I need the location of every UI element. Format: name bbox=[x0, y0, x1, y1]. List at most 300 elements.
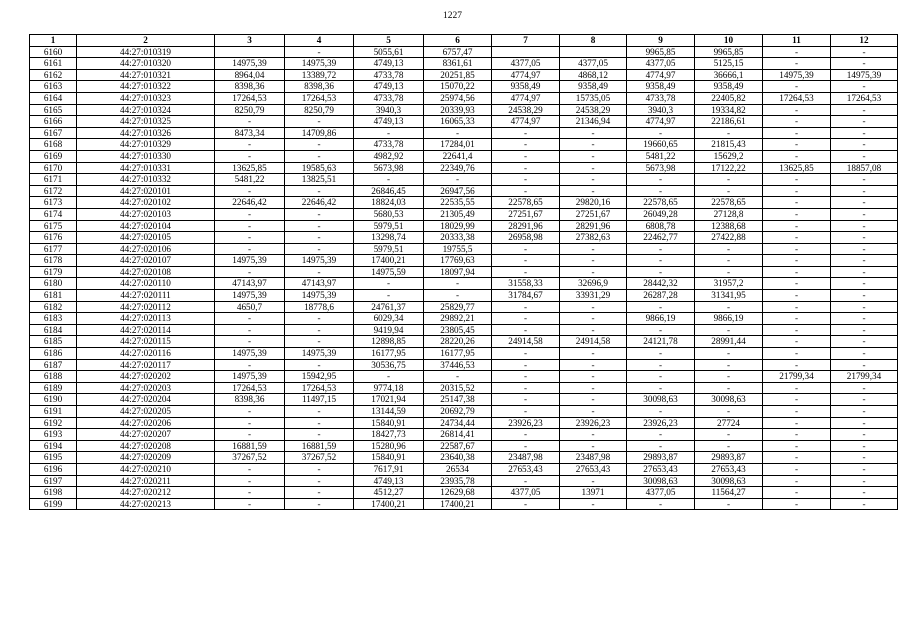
table-cell: 44:27:020117 bbox=[77, 359, 215, 371]
table-cell: - bbox=[215, 359, 285, 371]
table-cell: 44:27:020204 bbox=[77, 394, 215, 406]
table-cell: 16065,33 bbox=[424, 116, 492, 128]
table-cell: 4774,97 bbox=[627, 69, 695, 81]
table-cell: 30098,63 bbox=[627, 394, 695, 406]
table-cell: 6164 bbox=[30, 92, 77, 104]
table-cell: 6161 bbox=[30, 58, 77, 70]
table-cell: 44:27:020113 bbox=[77, 313, 215, 325]
table-cell: 6199 bbox=[30, 498, 77, 510]
table-cell: - bbox=[831, 174, 898, 186]
table-cell: 14975,39 bbox=[285, 290, 354, 302]
table-cell: 4749,13 bbox=[354, 116, 424, 128]
table-cell: 22349,76 bbox=[424, 162, 492, 174]
table-cell: 11564,27 bbox=[695, 487, 763, 499]
table-cell: 6188 bbox=[30, 371, 77, 383]
table-cell: - bbox=[831, 406, 898, 418]
table-cell: - bbox=[763, 336, 831, 348]
table-cell: - bbox=[285, 220, 354, 232]
table-cell: 36666,1 bbox=[695, 69, 763, 81]
table-cell: - bbox=[354, 278, 424, 290]
table-cell: - bbox=[560, 429, 627, 441]
table-cell: - bbox=[763, 278, 831, 290]
table-cell: 5055,61 bbox=[354, 46, 424, 58]
table-cell: - bbox=[831, 324, 898, 336]
table-cell: 4377,05 bbox=[492, 487, 560, 499]
table-cell: - bbox=[763, 243, 831, 255]
table-cell: 9358,49 bbox=[560, 81, 627, 93]
table-row bbox=[30, 139, 898, 151]
table-cell: - bbox=[560, 243, 627, 255]
table-cell: - bbox=[215, 243, 285, 255]
table-row bbox=[30, 463, 898, 475]
table-cell: - bbox=[831, 440, 898, 452]
table-cell: - bbox=[627, 498, 695, 510]
table-cell: 6176 bbox=[30, 232, 77, 244]
table-cell: - bbox=[285, 266, 354, 278]
table-cell: - bbox=[627, 440, 695, 452]
table-cell: 17284,01 bbox=[424, 139, 492, 151]
table-cell: - bbox=[492, 382, 560, 394]
table-cell: 29892,21 bbox=[424, 313, 492, 325]
table-cell: 13971 bbox=[560, 487, 627, 499]
table-cell: 25147,38 bbox=[424, 394, 492, 406]
table-cell: 44:27:020101 bbox=[77, 185, 215, 197]
table-cell: - bbox=[285, 417, 354, 429]
table-cell: - bbox=[492, 498, 560, 510]
table-cell: 6180 bbox=[30, 278, 77, 290]
table-cell: 44:27:010329 bbox=[77, 139, 215, 151]
table-cell: 44:27:010322 bbox=[77, 81, 215, 93]
table-cell: - bbox=[285, 324, 354, 336]
table-cell: 44:27:020111 bbox=[77, 290, 215, 302]
table-cell: 6181 bbox=[30, 290, 77, 302]
table-cell: 23926,23 bbox=[627, 417, 695, 429]
table-cell: - bbox=[831, 313, 898, 325]
table-cell: - bbox=[492, 371, 560, 383]
table-cell: - bbox=[831, 150, 898, 162]
table-row bbox=[30, 58, 898, 70]
table-cell: 14975,39 bbox=[215, 255, 285, 267]
table-cell: 29893,87 bbox=[695, 452, 763, 464]
table-cell: - bbox=[627, 359, 695, 371]
table-cell: 6172 bbox=[30, 185, 77, 197]
table-cell: - bbox=[560, 324, 627, 336]
table-cell: 6808,78 bbox=[627, 220, 695, 232]
table-cell: - bbox=[695, 255, 763, 267]
table-cell: 28291,96 bbox=[560, 220, 627, 232]
table-cell: 22578,65 bbox=[627, 197, 695, 209]
table-cell: - bbox=[492, 185, 560, 197]
table-cell: 6186 bbox=[30, 348, 77, 360]
table-cell: - bbox=[560, 394, 627, 406]
table-cell: - bbox=[763, 197, 831, 209]
table-cell: - bbox=[831, 81, 898, 93]
column-header: 12 bbox=[831, 35, 898, 47]
table-cell: 27422,88 bbox=[695, 232, 763, 244]
table-row bbox=[30, 371, 898, 383]
table-cell: 44:27:020203 bbox=[77, 382, 215, 394]
table-cell: - bbox=[831, 475, 898, 487]
table-cell: 6177 bbox=[30, 243, 77, 255]
table-cell: 20315,52 bbox=[424, 382, 492, 394]
table-cell: 15840,91 bbox=[354, 417, 424, 429]
table-cell: 6196 bbox=[30, 463, 77, 475]
table-cell: 17769,63 bbox=[424, 255, 492, 267]
table-cell: 47143,97 bbox=[285, 278, 354, 290]
table-cell bbox=[215, 46, 285, 58]
table-row bbox=[30, 266, 898, 278]
table-cell: 23935,78 bbox=[424, 475, 492, 487]
table-cell: 28220,26 bbox=[424, 336, 492, 348]
table-cell: 6189 bbox=[30, 382, 77, 394]
table-cell: 44:27:020202 bbox=[77, 371, 215, 383]
table-row bbox=[30, 348, 898, 360]
table-row bbox=[30, 429, 898, 441]
table-cell: - bbox=[627, 185, 695, 197]
table-cell: 25974,56 bbox=[424, 92, 492, 104]
table-cell: 16881,59 bbox=[215, 440, 285, 452]
table-cell: 44:27:020116 bbox=[77, 348, 215, 360]
table-cell: 44:27:020115 bbox=[77, 336, 215, 348]
table-cell: - bbox=[763, 266, 831, 278]
table-cell: 14975,59 bbox=[354, 266, 424, 278]
table-cell: - bbox=[695, 371, 763, 383]
table-cell: 4774,97 bbox=[492, 92, 560, 104]
table-cell: 12629,68 bbox=[424, 487, 492, 499]
table-cell: - bbox=[215, 417, 285, 429]
table-cell: 6165 bbox=[30, 104, 77, 116]
table-cell: 44:27:010320 bbox=[77, 58, 215, 70]
table-cell: 4733,78 bbox=[354, 92, 424, 104]
table-cell: 28442,32 bbox=[627, 278, 695, 290]
table-cell: - bbox=[831, 139, 898, 151]
table-cell: 14975,39 bbox=[215, 290, 285, 302]
table-cell: - bbox=[215, 475, 285, 487]
table-row bbox=[30, 417, 898, 429]
table-cell: 44:27:010331 bbox=[77, 162, 215, 174]
table-row bbox=[30, 185, 898, 197]
table-cell: 4650,7 bbox=[215, 301, 285, 313]
table-row bbox=[30, 197, 898, 209]
table-cell: 13389,72 bbox=[285, 69, 354, 81]
table-cell: - bbox=[285, 498, 354, 510]
table-cell: 30098,63 bbox=[627, 475, 695, 487]
table-cell: 28991,44 bbox=[695, 336, 763, 348]
table-row bbox=[30, 255, 898, 267]
table-cell: 8398,36 bbox=[215, 394, 285, 406]
table-cell: 44:27:020206 bbox=[77, 417, 215, 429]
table-cell: 22186,61 bbox=[695, 116, 763, 128]
table-cell: 6198 bbox=[30, 487, 77, 499]
table-cell: - bbox=[492, 150, 560, 162]
table-cell: 15280,96 bbox=[354, 440, 424, 452]
table-cell: - bbox=[285, 150, 354, 162]
table-cell: - bbox=[215, 208, 285, 220]
table-cell: - bbox=[215, 498, 285, 510]
table-cell: 7617,91 bbox=[354, 463, 424, 475]
table-cell: 6166 bbox=[30, 116, 77, 128]
table-cell: 13825,51 bbox=[285, 174, 354, 186]
table-cell: 20339,93 bbox=[424, 104, 492, 116]
table-cell: - bbox=[763, 394, 831, 406]
table-cell: 44:27:020114 bbox=[77, 324, 215, 336]
table-cell: - bbox=[627, 371, 695, 383]
table-cell: 44:27:020107 bbox=[77, 255, 215, 267]
table-cell: 22535,55 bbox=[424, 197, 492, 209]
table-cell: 44:27:020209 bbox=[77, 452, 215, 464]
table-cell: 44:27:010330 bbox=[77, 150, 215, 162]
table-cell: 17122,22 bbox=[695, 162, 763, 174]
table-cell: 6197 bbox=[30, 475, 77, 487]
table-cell: 29893,87 bbox=[627, 452, 695, 464]
table-cell: - bbox=[492, 324, 560, 336]
table-cell: 4733,78 bbox=[354, 139, 424, 151]
table-cell: 8361,61 bbox=[424, 58, 492, 70]
table-cell: 6170 bbox=[30, 162, 77, 174]
table-row bbox=[30, 359, 898, 371]
table-cell: 17400,21 bbox=[354, 498, 424, 510]
table-cell: - bbox=[424, 127, 492, 139]
table-cell: - bbox=[763, 104, 831, 116]
table-cell: 26958,98 bbox=[492, 232, 560, 244]
table-cell: 44:27:020212 bbox=[77, 487, 215, 499]
table-cell: 8473,34 bbox=[215, 127, 285, 139]
table-cell: 23805,45 bbox=[424, 324, 492, 336]
table-cell: - bbox=[560, 266, 627, 278]
table-cell: 28291,96 bbox=[492, 220, 560, 232]
table-cell: 44:27:020106 bbox=[77, 243, 215, 255]
table-cell: 22405,82 bbox=[695, 92, 763, 104]
table-cell: - bbox=[763, 348, 831, 360]
table-cell: - bbox=[695, 243, 763, 255]
table-cell: - bbox=[215, 139, 285, 151]
table-row bbox=[30, 208, 898, 220]
table-cell: 31341,95 bbox=[695, 290, 763, 302]
table-cell: - bbox=[215, 150, 285, 162]
table-cell: 6163 bbox=[30, 81, 77, 93]
table-cell: - bbox=[627, 266, 695, 278]
table-cell: - bbox=[695, 301, 763, 313]
table-cell: - bbox=[492, 406, 560, 418]
table-cell: - bbox=[695, 440, 763, 452]
table-cell: 19585,63 bbox=[285, 162, 354, 174]
table-cell: - bbox=[763, 313, 831, 325]
table-cell: - bbox=[763, 359, 831, 371]
table-cell: 11497,15 bbox=[285, 394, 354, 406]
table-cell: 8250,79 bbox=[285, 104, 354, 116]
table-cell: - bbox=[763, 220, 831, 232]
table-cell: - bbox=[285, 475, 354, 487]
table-cell: 44:27:010323 bbox=[77, 92, 215, 104]
table-cell: - bbox=[763, 475, 831, 487]
table-cell: - bbox=[560, 139, 627, 151]
table-cell: - bbox=[215, 487, 285, 499]
table-cell: 8398,36 bbox=[285, 81, 354, 93]
table-cell: - bbox=[560, 371, 627, 383]
table-cell: - bbox=[285, 208, 354, 220]
table-cell: - bbox=[831, 232, 898, 244]
table-cell: - bbox=[424, 371, 492, 383]
table-cell: 27382,63 bbox=[560, 232, 627, 244]
table-row bbox=[30, 278, 898, 290]
table-cell: 5979,51 bbox=[354, 243, 424, 255]
table-cell: - bbox=[831, 127, 898, 139]
table-cell: - bbox=[695, 266, 763, 278]
table-cell: 44:27:020105 bbox=[77, 232, 215, 244]
table-cell: 27653,43 bbox=[560, 463, 627, 475]
table-cell: 21815,43 bbox=[695, 139, 763, 151]
table-cell: - bbox=[285, 336, 354, 348]
table-cell: - bbox=[831, 46, 898, 58]
table-cell: 47143,97 bbox=[215, 278, 285, 290]
table-cell: 24538,29 bbox=[492, 104, 560, 116]
table-row bbox=[30, 127, 898, 139]
table-cell: - bbox=[627, 348, 695, 360]
table-cell: 8398,36 bbox=[215, 81, 285, 93]
table-cell: 14975,39 bbox=[215, 371, 285, 383]
table-row bbox=[30, 232, 898, 244]
table-cell: 6174 bbox=[30, 208, 77, 220]
table-cell: - bbox=[831, 243, 898, 255]
table-cell: 9419,94 bbox=[354, 324, 424, 336]
table-row bbox=[30, 220, 898, 232]
table-cell: - bbox=[215, 232, 285, 244]
table-cell: 44:27:010324 bbox=[77, 104, 215, 116]
table-cell: - bbox=[215, 429, 285, 441]
table-cell: - bbox=[492, 348, 560, 360]
table-cell: 14975,39 bbox=[215, 58, 285, 70]
table-cell: - bbox=[627, 127, 695, 139]
table-row bbox=[30, 452, 898, 464]
table-cell: 9358,49 bbox=[492, 81, 560, 93]
table-cell: - bbox=[492, 162, 560, 174]
table-cell: 4377,05 bbox=[627, 487, 695, 499]
table-cell: - bbox=[831, 278, 898, 290]
table-row bbox=[30, 174, 898, 186]
table-cell: 5481,22 bbox=[215, 174, 285, 186]
table-row bbox=[30, 301, 898, 313]
table-cell: 15840,91 bbox=[354, 452, 424, 464]
table-cell: - bbox=[285, 232, 354, 244]
table-cell: - bbox=[285, 185, 354, 197]
table-cell: 18778,6 bbox=[285, 301, 354, 313]
table-row bbox=[30, 150, 898, 162]
table-cell: - bbox=[560, 475, 627, 487]
table-cell: 6194 bbox=[30, 440, 77, 452]
table-cell: - bbox=[763, 301, 831, 313]
table-cell: - bbox=[763, 406, 831, 418]
table-cell: 21305,49 bbox=[424, 208, 492, 220]
table-cell: - bbox=[763, 382, 831, 394]
page-number: 1227 bbox=[443, 11, 462, 21]
table-cell: - bbox=[763, 429, 831, 441]
column-header: 6 bbox=[424, 35, 492, 47]
table-cell: 27653,43 bbox=[627, 463, 695, 475]
table-cell: - bbox=[695, 406, 763, 418]
table-cell: 6185 bbox=[30, 336, 77, 348]
table-cell: 21799,34 bbox=[831, 371, 898, 383]
table-cell: - bbox=[695, 185, 763, 197]
table-cell: 44:27:010332 bbox=[77, 174, 215, 186]
table-cell: 14975,39 bbox=[831, 69, 898, 81]
table-cell: - bbox=[763, 452, 831, 464]
table-cell: - bbox=[831, 452, 898, 464]
table-cell: 17264,53 bbox=[215, 382, 285, 394]
table-cell: 17400,21 bbox=[354, 255, 424, 267]
column-header: 11 bbox=[763, 35, 831, 47]
table-cell: 27653,43 bbox=[492, 463, 560, 475]
table-cell: - bbox=[560, 313, 627, 325]
table-cell: 44:27:020208 bbox=[77, 440, 215, 452]
table-cell: 6178 bbox=[30, 255, 77, 267]
table-cell: - bbox=[492, 127, 560, 139]
table-cell: - bbox=[763, 127, 831, 139]
table-cell: - bbox=[560, 406, 627, 418]
table-cell: 17021,94 bbox=[354, 394, 424, 406]
table-cell: 24121,78 bbox=[627, 336, 695, 348]
table-cell: 13625,85 bbox=[763, 162, 831, 174]
table-cell: 4733,78 bbox=[627, 92, 695, 104]
table-cell: 17264,53 bbox=[831, 92, 898, 104]
table-cell: 4774,97 bbox=[492, 116, 560, 128]
table-cell: - bbox=[831, 487, 898, 499]
table-cell: 14975,39 bbox=[285, 348, 354, 360]
table-cell: - bbox=[285, 487, 354, 499]
table-cell: 19755,5 bbox=[424, 243, 492, 255]
table-cell: - bbox=[627, 406, 695, 418]
table-cell: - bbox=[763, 46, 831, 58]
table-cell: 6184 bbox=[30, 324, 77, 336]
table-cell: - bbox=[763, 232, 831, 244]
column-header: 9 bbox=[627, 35, 695, 47]
table-cell: 16177,95 bbox=[354, 348, 424, 360]
table-cell: - bbox=[627, 382, 695, 394]
table-cell: 3940,3 bbox=[627, 104, 695, 116]
table-cell: - bbox=[492, 394, 560, 406]
table-cell: - bbox=[763, 440, 831, 452]
table-cell: 17264,53 bbox=[763, 92, 831, 104]
table-cell: 27251,67 bbox=[492, 208, 560, 220]
table-cell: - bbox=[285, 429, 354, 441]
table-cell: - bbox=[354, 174, 424, 186]
table-cell: - bbox=[285, 243, 354, 255]
table-cell: 44:27:020207 bbox=[77, 429, 215, 441]
table-cell: - bbox=[763, 324, 831, 336]
table-cell: - bbox=[492, 255, 560, 267]
table-cell: - bbox=[627, 255, 695, 267]
table-cell: 9866,19 bbox=[627, 313, 695, 325]
table-cell: 26534 bbox=[424, 463, 492, 475]
table-cell: - bbox=[354, 290, 424, 302]
table-cell: - bbox=[831, 382, 898, 394]
table-cell: 4512,27 bbox=[354, 487, 424, 499]
table-cell: 30098,63 bbox=[695, 475, 763, 487]
table-cell: 6175 bbox=[30, 220, 77, 232]
table-cell: 6193 bbox=[30, 429, 77, 441]
table-cell: - bbox=[763, 290, 831, 302]
table-cell: 44:27:020110 bbox=[77, 278, 215, 290]
column-header: 1 bbox=[30, 35, 77, 47]
table-cell: 22646,42 bbox=[215, 197, 285, 209]
table-row bbox=[30, 394, 898, 406]
header-row bbox=[30, 35, 898, 47]
table-cell: 9358,49 bbox=[627, 81, 695, 93]
table-cell: 14975,39 bbox=[763, 69, 831, 81]
table-cell: 30536,75 bbox=[354, 359, 424, 371]
table-cell: - bbox=[560, 440, 627, 452]
table-cell: 31558,33 bbox=[492, 278, 560, 290]
table-row bbox=[30, 313, 898, 325]
